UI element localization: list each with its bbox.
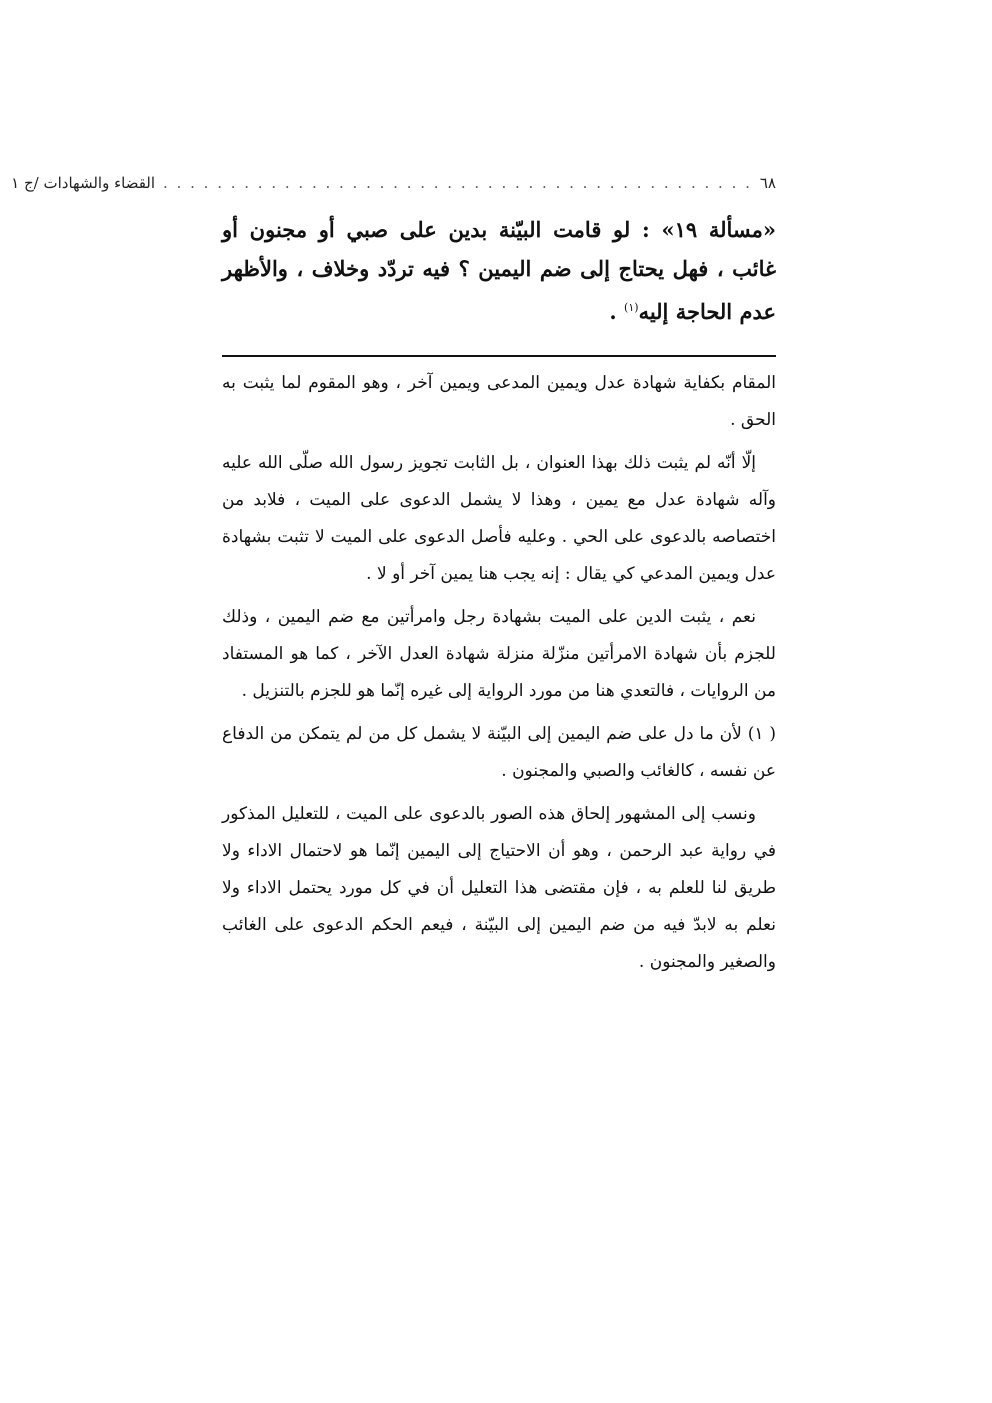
footnote-separator xyxy=(222,355,776,357)
running-header xyxy=(11,170,776,196)
issue-end-mark: . xyxy=(609,299,617,324)
footnote-paragraph: المقام بكفاية شهادة عدل ويمين المدعى ويمين آخر ، وهو المقوم لما يثبت به الحق . xyxy=(222,373,776,430)
page-number: ٦٨ xyxy=(759,174,776,192)
footnote-reference[interactable]: (١) xyxy=(624,301,639,314)
footnote-paragraph: ونسب إلى المشهور إلحاق هذه الصور بالدعوى على الميت ، للتعليل المذكور في رواية عبد الرحمن ، وهو أن الاحتياج إلى اليمين إنّما هو لاحتمال الاداء ولا طريق لنا للعلم به ، فإن مقتضى هذا التعليل أن في كل مورد يحتمل الاداء ولا نعلم به لابدّ فيه من ضم اليمين إلى البيّنة ، فيعم الحكم الدعوى على الغائب والصغير والمجنون . xyxy=(222,804,776,972)
leader-dots: . . . . . . . . . . . . . . . . . . . . . . . . . . . . . . . . . . . . . . . . . . . . xyxy=(163,174,752,192)
footnotes-area xyxy=(222,365,776,981)
footnote-paragraph: نعم ، يثبت الدين على الميت بشهادة رجل وامرأتين مع ضم اليمين ، وذلك للجزم بأن شهادة الامرأتين منزّلة منزلة شهادة العدل الآخر ، كما هو المستفاد من الروايات ، فالتعدي هنا من مورد الرواية إلى غيره إنّما هو للجزم بالتنزيل . xyxy=(222,607,776,701)
book-page xyxy=(11,170,776,981)
footnote-paragraph: إلّا أنّه لم يثبت ذلك بهذا العنوان ، بل الثابت تجويز رسول الله صلّى الله عليه وآله شهادة عدل مع يمين ، وهذا لا يشمل الدعوى على الميت ، فلابد من اختصاصه بالدعوى على الحي . وعليه فأصل الدعوى على الميت لا تثبت بشهادة عدل ويمين المدعي كي يقال : إنه يجب هنا يمين آخر أو لا . xyxy=(222,453,776,584)
issue-statement xyxy=(222,210,776,331)
issue-text: «مسألة ١٩» : لو قامت البيّنة بدين على صبي أو مجنون أو غائب ، فهل يحتاج إلى ضم اليمين ؟ فيه تردّد وخلاف ، والأظهر عدم الحاجة إليه xyxy=(222,217,776,324)
book-title: القضاء والشهادات /ج ١ xyxy=(11,174,156,192)
footnote-1-paragraph: ( ١) لأن ما دل على ضم اليمين إلى البيّنة لا يشمل كل من لم يتمكن من الدفاع عن نفسه ، كالغائب والصبي والمجنون . xyxy=(222,724,776,781)
